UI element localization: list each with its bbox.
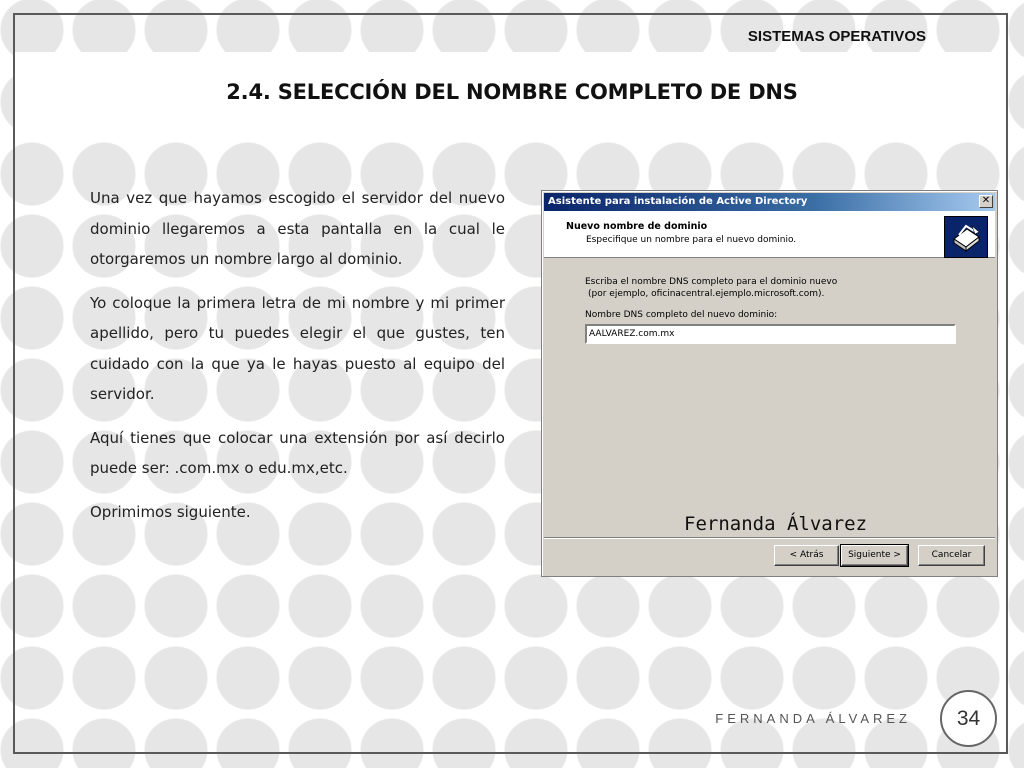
page-number: 34 (956, 707, 981, 730)
footer-author: FERNANDA ÁLVAREZ (715, 711, 911, 726)
close-icon: ✕ (981, 195, 991, 206)
directory-book-icon (944, 216, 988, 258)
paragraph-2: Yo coloque la primera letra de mi nombre y mi primer apellido, pero tu puedes elegir el que gustes, ten cuidado con la que ya le hayas puesto al equipo del servidor. (90, 293, 505, 403)
course-label: SISTEMAS OPERATIVOS (747, 28, 926, 45)
back-button[interactable]: < Atrás (774, 545, 839, 566)
dns-name-input[interactable] (585, 324, 956, 344)
author-signature: Fernanda Álvarez (684, 513, 868, 535)
active-directory-wizard-dialog (541, 190, 998, 577)
slide-title: 2.4. SELECCIÓN DEL NOMBRE COMPLETO DE DNS (226, 80, 798, 104)
paragraph-3: Aquí tienes que colocar una extensión por así decirlo puede ser: .com.mx o edu.mx,etc. (90, 428, 505, 477)
wizard-step-title: Nuevo nombre de dominio (566, 221, 708, 232)
dns-name-label: Nombre DNS completo del nuevo dominio: (585, 310, 778, 320)
slide-body (90, 183, 505, 540)
paragraph-1: Una vez que hayamos escogido el servidor del nuevo dominio llegaremos a esta pantalla en la cual le otorgaremos un nombre largo al dominio. (90, 189, 505, 268)
dialog-title: Asistente para instalación de Active Directory (548, 196, 808, 207)
paragraph-4: Oprimimos siguiente. (90, 502, 251, 521)
dialog-titlebar[interactable] (544, 193, 995, 211)
description-line-1: Escriba el nombre DNS completo para el dominio nuevo (585, 277, 838, 287)
cancel-button[interactable]: Cancelar (918, 545, 985, 566)
close-button[interactable] (979, 195, 993, 208)
wizard-header-panel (544, 211, 995, 258)
next-button[interactable]: Siguiente > (841, 545, 908, 566)
page-number-badge (940, 690, 997, 747)
description-line-2: (por ejemplo, oficinacentral.ejemplo.microsoft.com). (588, 289, 825, 299)
button-separator (544, 537, 995, 539)
wizard-step-subtitle: Especifique un nombre para el nuevo dominio. (586, 235, 797, 245)
